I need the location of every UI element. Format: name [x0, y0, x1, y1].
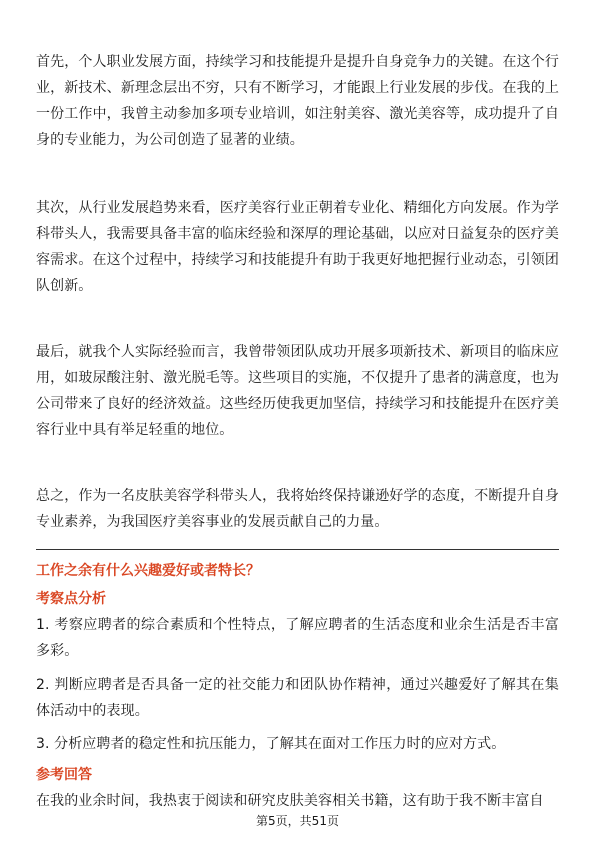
paragraph-career-development: 首先，个人职业发展方面，持续学习和技能提升是提升自身竞争力的关键。在这个行业，新技术、新理念层出不穷，只有不断学习，才能跟上行业发展的步伐。在我的上一份工作中，我曾主动参加多项专业培训，如注射美容、激光美容等，成功提升了自身的专业能力，为公司创造了显著的业绩。 — [36, 54, 559, 148]
analysis-item-2: 2. 判断应聘者是否具备一定的社交能力和团队协作精神，通过兴趣爱好了解其在集体活动中的表现。 — [36, 677, 559, 719]
paragraph-summary: 总之，作为一名皮肤美容学科带头人，我将始终保持谦逊好学的态度，不断提升自身专业素养，为我国医疗美容事业的发展贡献自己的力量。 — [36, 488, 559, 530]
answer-text: 在我的业余时间，我热衷于阅读和研究皮肤美容相关书籍，这有助于我不断丰富自 — [36, 793, 544, 809]
paragraph-industry-trend: 其次，从行业发展趋势来看，医疗美容行业正朝着专业化、精细化方向发展。作为学科带头人，我需要具备丰富的临床经验和深厚的理论基础，以应对日益复杂的医疗美容需求。在这个过程中，持续学习和技能提升有助于我更好地把握行业动态，引领团队创新。 — [36, 200, 559, 294]
analysis-item-3: 3. 分析应聘者的稳定性和抗压能力，了解其在面对工作压力时的应对方式。 — [36, 736, 506, 752]
page-number-footer: 第5页，共51页 — [256, 814, 339, 828]
section-divider — [36, 549, 559, 550]
answer-heading: 参考回答 — [36, 767, 92, 783]
paragraph-personal-experience: 最后，就我个人实际经验而言，我曾带领团队成功开展多项新技术、新项目的临床应用，如玻尿酸注射、激光脱毛等。这些项目的实施，不仅提升了患者的满意度，也为公司带来了良好的经济效益。这些经历使我更加坚信，持续学习和技能提升在医疗美容行业中具有举足轻重的地位。 — [36, 344, 559, 438]
question-heading: 工作之余有什么兴趣爱好或者特长？ — [36, 563, 260, 579]
analysis-heading: 考察点分析 — [36, 591, 106, 607]
analysis-item-1: 1. 考察应聘者的综合素质和个性特点，了解应聘者的生活态度和业余生活是否丰富多彩。 — [36, 617, 559, 659]
